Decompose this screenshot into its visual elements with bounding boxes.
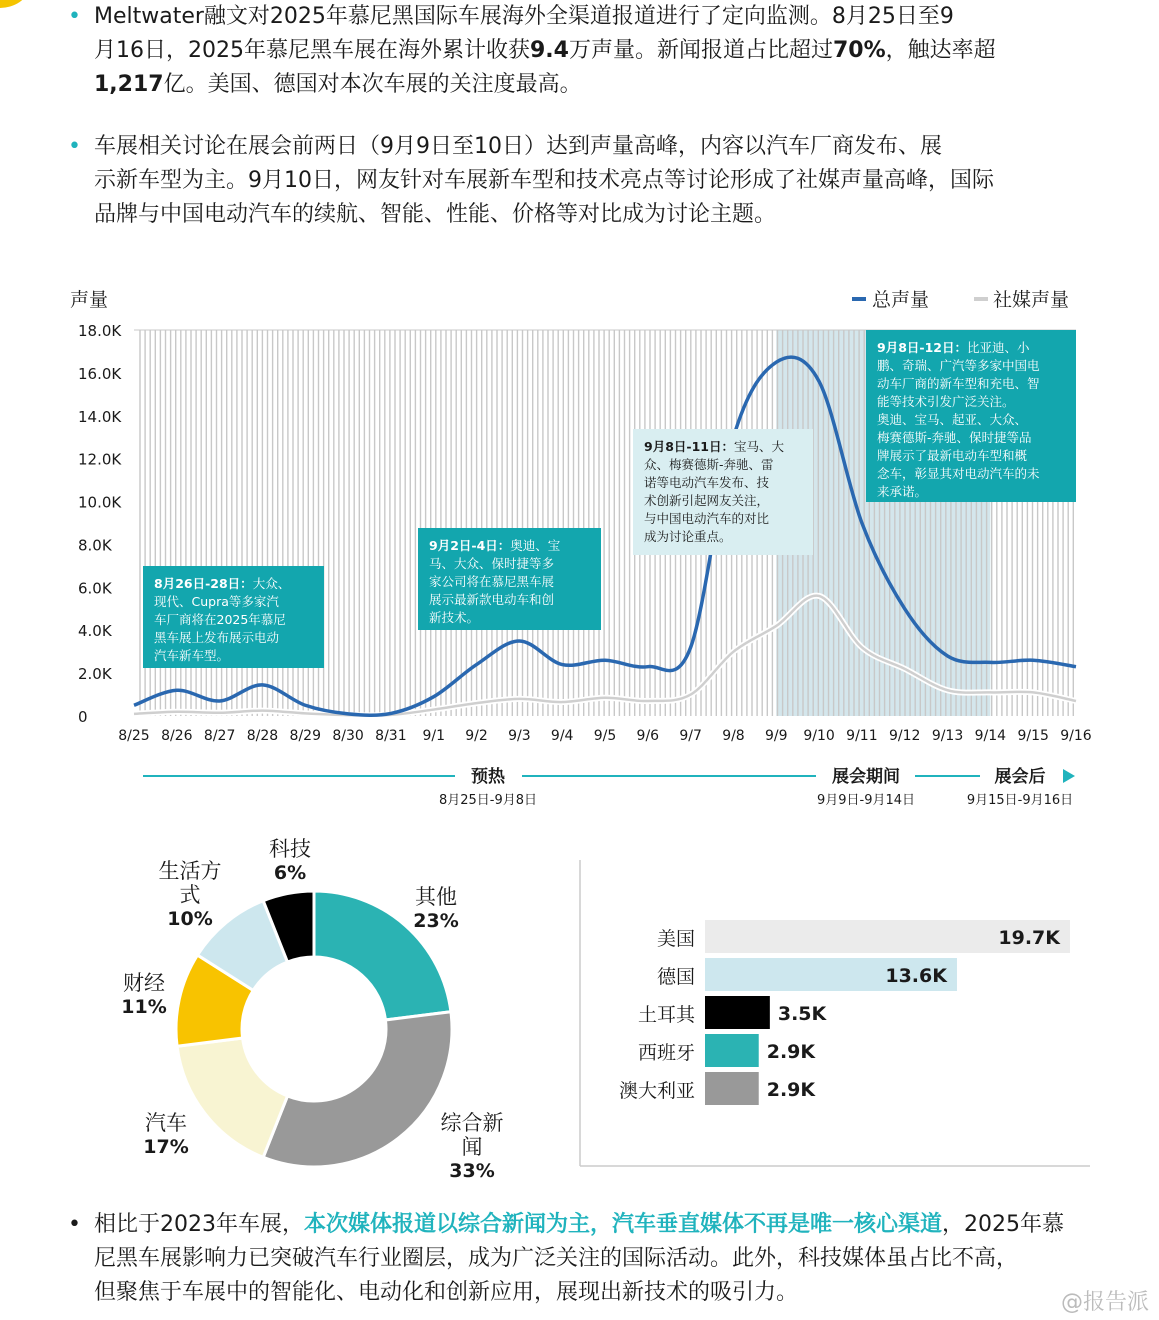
bullet-line: 但聚焦于车展中的智能化、电动化和创新应用，展现出新技术的吸引力。 (94, 1280, 799, 1305)
y-axis-title: 声量 (70, 289, 109, 311)
x-tick-label: 9/13 (931, 728, 964, 744)
x-tick-label: 9/11 (846, 728, 878, 744)
x-tick-label: 9/3 (508, 728, 531, 744)
bullet-line: 车展相关讨论在展会前两日（9月9日至10日）达到声量高峰，内容以汽车厂商发布、展 (94, 134, 942, 159)
donut-slice (263, 1012, 452, 1167)
bullet-summary (68, 0, 1068, 102)
x-tick-label: 9/14 (974, 728, 1007, 744)
x-tick-label: 9/15 (1017, 728, 1049, 744)
bullet-dot: • (68, 4, 81, 29)
bar-category-label: 土耳其 (637, 1004, 695, 1026)
bar-value-label: 2.9K (766, 1079, 816, 1101)
annotation-text: 9月8日-11日：宝马、大众、梅赛德斯-奔驰、雷诺等电动汽车发布、技术创新引起网友关注，与中国电动汽车的对比成为讨论重点。 (644, 439, 784, 544)
bullet-line: 1,217亿。美国、德国对本次车展的关注度最高。 (94, 72, 582, 97)
bar-value-label: 3.5K (777, 1003, 827, 1025)
bar (705, 1034, 759, 1067)
bullet-media-channels (68, 1208, 1098, 1310)
bullet-line: 相比于2023年车展，本次媒体报道以综合新闻为主，汽车垂直媒体不再是唯一核心渠道，2025年慕 (94, 1212, 1065, 1237)
donut-label: 其他 23% (413, 885, 459, 932)
bar-value-label: 19.7K (998, 927, 1060, 949)
x-tick-label: 8/27 (203, 728, 236, 744)
x-tick-label: 9/7 (679, 728, 702, 744)
phase-label: 预热 (471, 767, 505, 787)
x-tick-label: 9/4 (550, 728, 574, 744)
phase-label: 展会后 (994, 767, 1046, 787)
y-tick-label: 14.0K (78, 407, 122, 426)
watermark: @报告派 (1060, 1290, 1149, 1315)
annotation-text: 9月8日-12日：比亚迪、小鹏、奇瑞、广汽等多家中国电动车厂商的新车型和充电、智能等技术引发广泛关注。奥迪、宝马、起亚、大众、梅赛德斯-奔驰、保时捷等品牌展示了最新电动车型和概念车，彰显其对电动汽车的未来承诺。 (877, 340, 1040, 499)
bar-value-label: 13.6K (885, 965, 947, 987)
media-type-donut-chart (0, 830, 560, 1210)
annotation-text: 8月26日-28日：大众、现代、Cupra等多家汽车厂商将在2025年慕尼黑车展上发布展示电动汽车新车型。 (154, 576, 291, 663)
corner-decoration (0, 0, 28, 8)
donut-label: 汽车 17% (143, 1111, 189, 1158)
bar-category-label: 西班牙 (637, 1042, 695, 1064)
x-tick-label: 8/26 (161, 728, 193, 744)
x-tick-label: 8/29 (289, 728, 321, 744)
phase-range: 9月15日-9月16日 (966, 793, 1074, 808)
donut-slice (177, 1038, 287, 1157)
x-tick-label: 9/9 (765, 728, 788, 744)
y-tick-label: 0 (78, 708, 88, 726)
y-tick-label: 18.0K (78, 322, 122, 340)
legend-label-total: 总声量 (872, 289, 930, 311)
x-tick-label: 9/16 (1060, 728, 1092, 744)
y-tick-label: 10.0K (78, 493, 122, 512)
y-tick-label: 8.0K (78, 536, 112, 555)
x-tick-label: 8/28 (246, 728, 279, 744)
bar-value-label: 2.9K (766, 1041, 816, 1063)
bullet-line: 示新车型为主。9月10日，网友针对车展新车型和技术亮点等讨论形成了社媒声量高峰，国际 (94, 168, 994, 193)
bullet-discussion (68, 130, 1098, 232)
bullet-dot: • (68, 134, 81, 159)
timeline-arrow-icon (1063, 769, 1075, 783)
donut-label: 财经 11% (121, 971, 167, 1018)
donut-label: 综合新闻 33% (440, 1111, 504, 1182)
donut-label: 生活方式 10% (158, 859, 222, 930)
x-tick-label: 9/12 (889, 728, 921, 744)
donut-label: 科技 6% (269, 837, 311, 884)
y-tick-label: 12.0K (78, 450, 122, 469)
volume-line-chart (0, 280, 1159, 808)
x-tick-label: 8/25 (118, 728, 150, 744)
x-tick-label: 9/5 (593, 728, 617, 744)
phase-label: 展会期间 (832, 767, 900, 787)
x-tick-label: 9/1 (422, 728, 445, 744)
country-bar-chart (578, 858, 1098, 1178)
bullet-line: 尼黑车展影响力已突破汽车行业圈层，成为广泛关注的国际活动。此外，科技媒体虽占比不高， (94, 1246, 1019, 1271)
annotation-text: 9月2日-4日：奥迪、宝马、大众、保时捷等多家公司将在慕尼黑车展展示最新款电动车和创新技术。 (429, 538, 561, 625)
bullet-dot: • (68, 1212, 81, 1237)
y-tick-label: 2.0K (78, 665, 112, 684)
bullet-line: 月16日，2025年慕尼黑车展在海外累计收获9.4万声量。新闻报道占比超过70%，触达率超 (94, 38, 996, 63)
x-tick-label: 8/31 (375, 728, 407, 744)
x-tick-label: 8/30 (332, 728, 364, 744)
x-tick-label: 9/10 (803, 728, 835, 744)
bullet-line: 品牌与中国电动汽车的续航、智能、性能、价格等对比成为讨论主题。 (94, 202, 777, 227)
legend-label-social: 社媒声量 (993, 289, 1070, 311)
phase-range: 8月25日-9月8日 (438, 793, 538, 808)
bar (705, 996, 770, 1029)
x-tick-label: 9/2 (465, 728, 488, 744)
bar-category-label: 澳大利亚 (618, 1080, 695, 1102)
y-tick-label: 16.0K (78, 364, 122, 383)
bar-category-label: 美国 (656, 928, 695, 950)
bar-category-label: 德国 (656, 966, 695, 988)
y-tick-label: 4.0K (78, 622, 112, 641)
bar (705, 1072, 759, 1105)
bullet-line: Meltwater融文对2025年慕尼黑国际车展海外全渠道报道进行了定向监测。8月25日至9 (94, 4, 954, 29)
phase-range: 9月9日-9月14日 (816, 793, 916, 808)
x-tick-label: 9/8 (722, 728, 745, 744)
y-tick-label: 6.0K (78, 579, 112, 598)
x-tick-label: 9/6 (636, 728, 660, 744)
